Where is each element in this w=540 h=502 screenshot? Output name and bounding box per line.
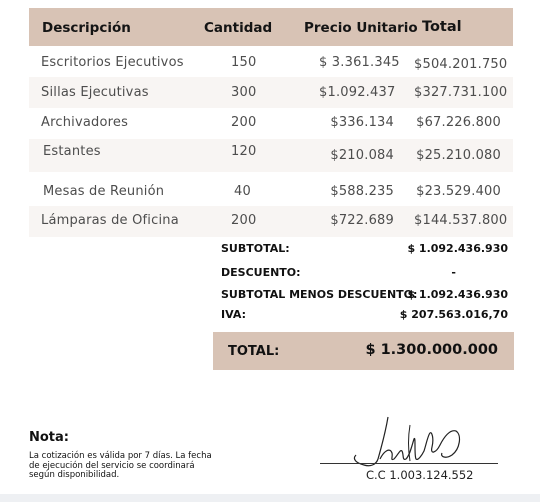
row-description: Sillas Ejecutivas	[41, 85, 149, 100]
row-quantity: 40	[234, 184, 251, 199]
note-text: La cotización es válida por 7 días. La fecha de ejecución del servicio se coordinará según disponibilidad.	[29, 451, 212, 480]
table-row	[29, 206, 513, 237]
row-unit-price: $ 3.361.345	[319, 55, 400, 70]
row-quantity: 300	[231, 85, 257, 100]
row-unit-price: $722.689	[330, 213, 394, 228]
table-row	[29, 176, 513, 207]
table-header	[29, 8, 513, 46]
row-total: $327.731.100	[414, 85, 508, 100]
signature-id: C.C 1.003.124.552	[366, 468, 474, 482]
row-quantity: 200	[231, 213, 257, 228]
discount-label: DESCUENTO:	[221, 266, 301, 279]
row-total: $23.529.400	[416, 184, 501, 199]
header-total: Total	[422, 19, 462, 35]
row-total: $144.537.800	[414, 213, 508, 228]
row-unit-price: $588.235	[330, 184, 394, 199]
row-quantity: 200	[231, 115, 257, 130]
row-description: Mesas de Reunión	[43, 184, 165, 199]
subtotal-less-discount-value: $ 1.092.436.930	[407, 288, 508, 301]
row-description: Escritorios Ejecutivos	[41, 55, 184, 70]
table-row	[29, 108, 513, 139]
header-description: Descripción	[42, 20, 131, 36]
page-bottom-strip	[0, 494, 540, 502]
row-description: Estantes	[43, 144, 101, 159]
table-row	[29, 77, 513, 108]
discount-value: -	[451, 266, 456, 279]
row-total: $67.226.800	[416, 115, 501, 130]
row-quantity: 150	[231, 55, 257, 70]
note-title: Nota:	[29, 430, 69, 445]
header-quantity: Cantidad	[204, 20, 273, 36]
table-row	[29, 139, 513, 172]
total-value: $ 1.300.000.000	[365, 342, 498, 358]
row-unit-price: $336.134	[330, 115, 394, 130]
total-label: TOTAL:	[228, 344, 280, 359]
row-description: Archivadores	[41, 115, 129, 130]
total-box	[213, 332, 514, 370]
signature-image	[350, 415, 470, 475]
row-unit-price: $210.084	[330, 148, 394, 163]
iva-label: IVA:	[221, 308, 246, 321]
subtotal-label: SUBTOTAL:	[221, 242, 290, 255]
subtotal-less-discount-label: SUBTOTAL MENOS DESCUENTO:	[221, 288, 418, 301]
row-unit-price: $1.092.437	[319, 85, 396, 100]
row-total: $504.201.750	[414, 57, 508, 72]
signature-line	[320, 463, 498, 464]
row-quantity: 120	[231, 144, 257, 159]
subtotal-value: $ 1.092.436.930	[407, 242, 508, 255]
iva-value: $ 207.563.016,70	[399, 308, 508, 321]
header-unit-price: Precio Unitario	[304, 20, 418, 36]
row-description: Lámparas de Oficina	[41, 213, 179, 228]
row-total: $25.210.080	[416, 148, 501, 163]
table-row	[29, 46, 513, 77]
